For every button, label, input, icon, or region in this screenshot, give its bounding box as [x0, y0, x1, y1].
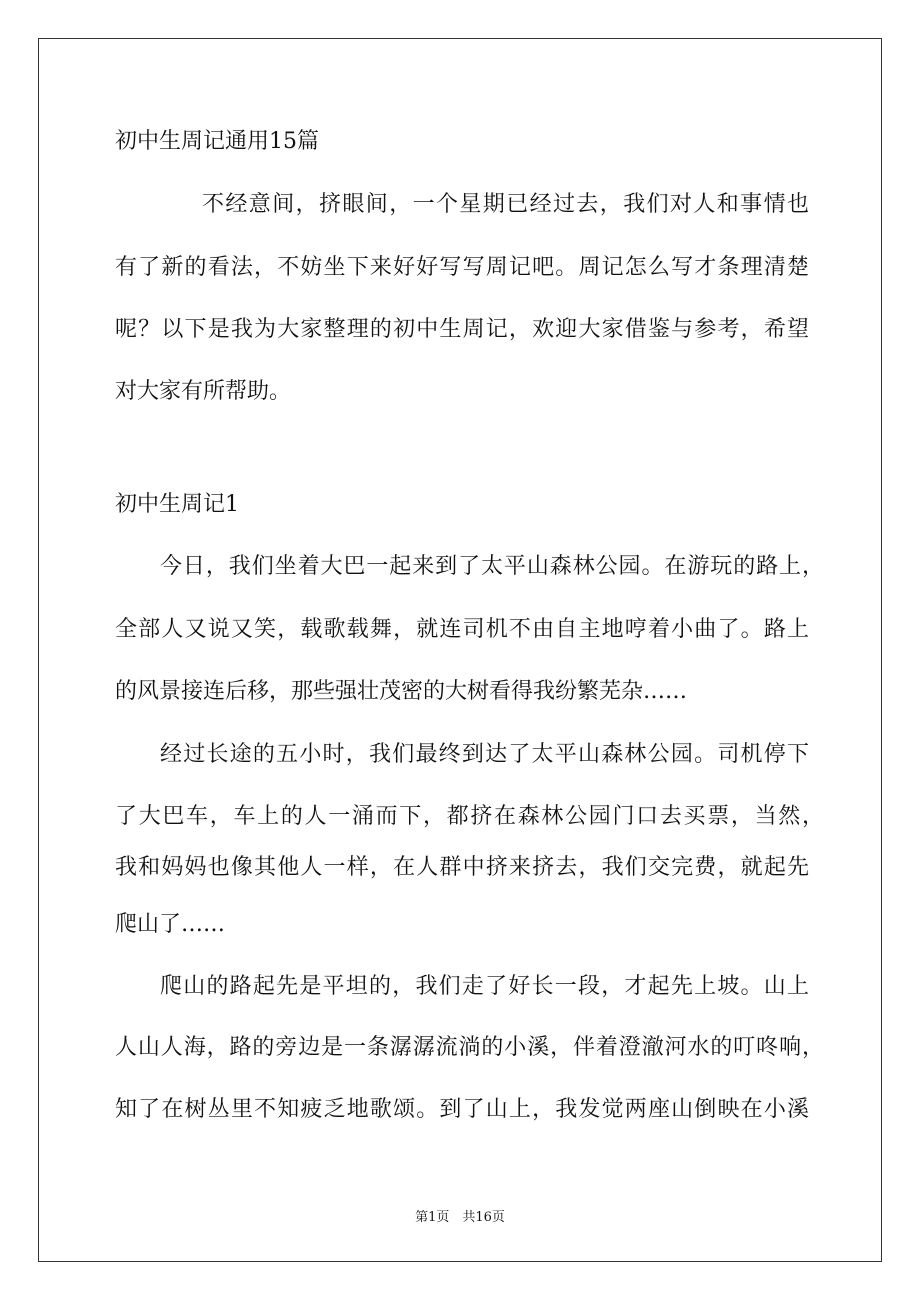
- page-number-footer: 第1页 共16页: [415, 1210, 505, 1225]
- body-line: 经过长途的五小时，我们最终到达了太平山森林公园。司机停下: [160, 742, 809, 767]
- body-line: 爬山了……: [115, 912, 226, 937]
- body-line: 知了在树丛里不知疲乏地歌颂。到了山上，我发觉两座山倒映在小溪: [115, 1097, 809, 1122]
- body-line: 今日，我们坐着大巴一起来到了太平山森林公园。在游玩的路上，: [160, 554, 824, 579]
- section-heading: 初中生周记1: [115, 492, 239, 517]
- intro-line: 有了新的看法，不妨坐下来好好写写周记吧。周记怎么写才条理清楚: [115, 255, 809, 280]
- body-line: 的风景接连后移，那些强壮茂密的大树看得我纷繁芜杂……: [115, 679, 688, 704]
- body-line: 我和妈妈也像其他人一样，在人群中挤来挤去，我们交完费，就起先: [115, 855, 809, 880]
- intro-line: 呢？以下是我为大家整理的初中生周记，欢迎大家借鉴与参考，希望: [115, 317, 809, 342]
- intro-line: 不经意间，挤眼间，一个星期已经过去，我们对人和事情也: [202, 192, 809, 217]
- intro-line: 对大家有所帮助。: [115, 379, 292, 404]
- body-line: 了大巴车，车上的人一涌而下，都挤在森林公园门口去买票，当然，: [115, 804, 824, 829]
- body-line: 人山人海，路的旁边是一条潺潺流淌的小溪，伴着澄澈河水的叮咚响，: [115, 1035, 824, 1060]
- document-title: 初中生周记通用15篇: [115, 129, 319, 154]
- body-line: 全部人又说又笑，载歌载舞，就连司机不由自主地哼着小曲了。路上: [115, 617, 809, 642]
- page-border: [38, 38, 882, 1262]
- body-line: 爬山的路起先是平坦的，我们走了好长一段，才起先上坡。山上: [160, 974, 809, 999]
